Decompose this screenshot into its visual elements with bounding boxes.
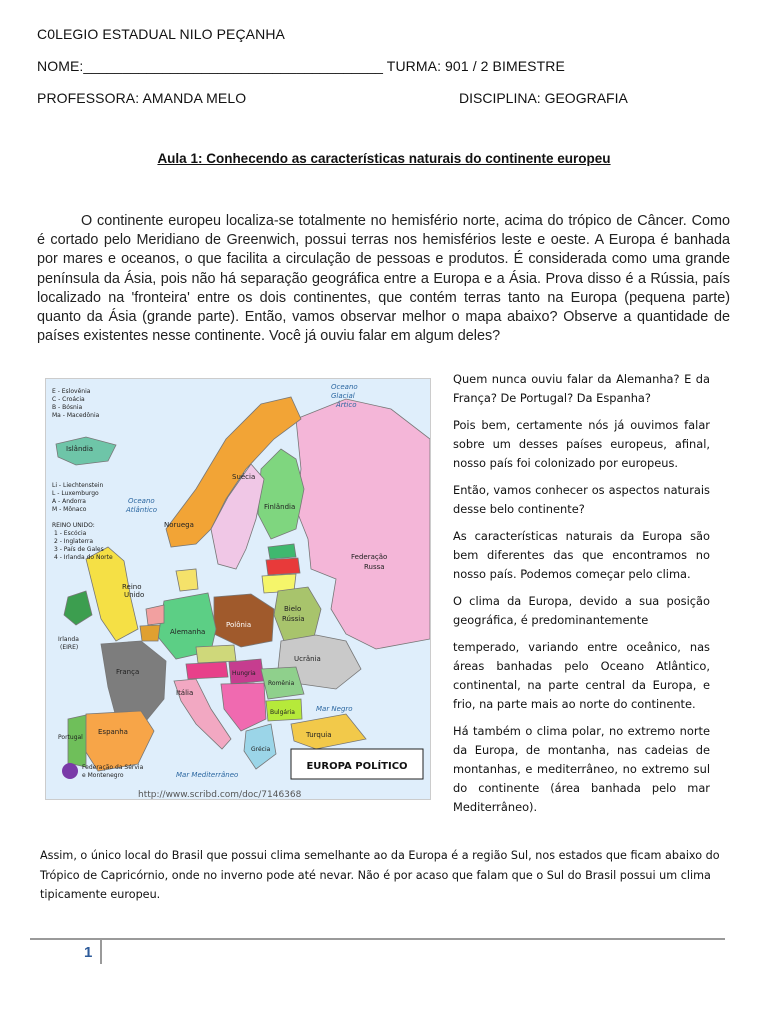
map-label-arctic: Oceano [331, 383, 358, 391]
europe-political-map [45, 378, 431, 800]
page-number-bar [100, 940, 102, 964]
svg-text:C - Croácia: C - Croácia [52, 396, 85, 403]
side-text-column [453, 370, 710, 825]
teacher-name: PROFESSORA: AMANDA MELO [37, 90, 247, 106]
map-label-poland: Polônia [226, 621, 252, 629]
svg-text:Rússia: Rússia [282, 615, 305, 623]
map-label-iceland: Islândia [66, 445, 94, 453]
svg-text:M - Mônaco: M - Mônaco [52, 506, 87, 513]
map-region-belgium [140, 625, 160, 641]
svg-text:L - Luxemburgo: L - Luxemburgo [52, 490, 99, 497]
svg-text:Glacial: Glacial [331, 392, 355, 400]
intro-text: O continente europeu localiza-se totalmente no hemisfério norte, acima do trópico de Câncer. Como é cortado pelo Meridiano de Greenwich, possui terras nos hemisférios leste e oeste. A Europa é banhada por mares e oceanos, o que facilita a circulação de pessoas e produtos. É considerada como uma grande península da Ásia, pois não há separação geográfica entre a Europa e a Ásia. Prova disso é a Rússia, país localizado na 'fronteira' entre os dois continentes, que contém terras tanto na Europa (pequena parte) quanto da Ásia (grande parte). Então, vamos observar melhor o mapa abaixo? Observe a quantidade de países existentes nesse continente. Você já ouviu falar em algum deles? [37, 213, 730, 345]
map-label-belarus: Bielo [284, 605, 302, 613]
map-label-ukraine: Ucrânia [294, 655, 321, 663]
map-region-denmark [176, 569, 198, 591]
bottom-paragraph: Assim, o único local do Brasil que possui clima semelhante ao da Europa é a região Sul, nos estados que ficam abaixo do Trópico de Capricórnio, onde no inverno pode até nevar. Não é por acaso que falam que o Sul do Brasil possui um clima tipicamente europeu. [40, 849, 720, 901]
map-region-netherlands [146, 605, 164, 625]
map-label-finland: Finlândia [264, 503, 296, 511]
map-label-portugal: Portugal [58, 734, 83, 741]
svg-text:1 - Escócia: 1 - Escócia [54, 530, 87, 537]
svg-text:Ma - Macedônia: Ma - Macedônia [52, 412, 100, 419]
svg-text:Unido: Unido [124, 591, 145, 599]
side-paragraph: Há também o clima polar, no extremo norte da Europa, de montanha, nas cadeias de montanhas, e mediterrâneo, no extremo sul do continente (área banhada pelo mar Mediterrâneo). [453, 724, 710, 814]
map-label-atlantic: Oceano [128, 497, 155, 505]
map-label-hungary: Hungria [232, 670, 256, 677]
svg-text:Atlântico: Atlântico [126, 506, 158, 514]
map-label-norway: Noruega [164, 521, 194, 529]
side-paragraph: Então, vamos conhecer os aspectos naturais desse belo continente? [453, 483, 710, 516]
legend-slovenia: E - Eslovênia [52, 388, 91, 395]
map-label-russia: Federação [351, 553, 388, 561]
map-region-czech [196, 645, 236, 663]
map-label-black-sea: Mar Negro [316, 705, 353, 713]
svg-text:(EIRE): (EIRE) [60, 644, 79, 651]
map-label-italy: Itália [176, 689, 194, 697]
side-paragraph: As características naturais da Europa são bem diferentes das que encontramos no nosso país. Podemos começar pelo clima. [453, 529, 710, 581]
svg-text:A - Andorra: A - Andorra [52, 498, 86, 505]
svg-text:3 - País de Gales: 3 - País de Gales [54, 546, 104, 553]
student-name-line: NOME:______________________________________ TURMA: 901 / 2 BIMESTRE [37, 58, 565, 74]
legend-uk: REINO UNIDO: [52, 522, 95, 529]
svg-text:Russa: Russa [364, 563, 385, 571]
side-paragraph: temperado, variando entre oceânico, nas áreas banhadas pelo Oceano Atlântico, continental, na parte central da Europa, e frio, na parte mais ao norte do continente. [453, 640, 710, 711]
svg-text:2 - Inglaterra: 2 - Inglaterra [54, 538, 94, 545]
map-region-latvia [266, 558, 300, 575]
school-name: C0LEGIO ESTADUAL NILO PEÇANHA [37, 26, 285, 42]
map-region-portugal [68, 715, 86, 767]
map-label-spain: Espanha [98, 728, 128, 736]
footer-divider [30, 938, 725, 940]
serbia-legend-dot [62, 763, 78, 779]
svg-text:e Montenegro: e Montenegro [82, 772, 124, 779]
map-label-turkey: Turquia [306, 731, 332, 739]
map-label-france: França [116, 668, 140, 676]
lesson-title: Aula 1: Conhecendo as características naturais do continente europeu [157, 151, 611, 166]
map-title: EUROPA POLÍTICO [306, 761, 408, 772]
map-label-romania: Romênia [268, 680, 295, 687]
map-label-bulgaria: Bulgária [270, 709, 295, 716]
side-paragraph: Quem nunca ouviu falar da Alemanha? E da França? De Portugal? Da Espanha? [453, 372, 710, 405]
map-region-estonia [268, 544, 296, 559]
svg-text:Ártico: Ártico [336, 401, 357, 409]
svg-text:B - Bósnia: B - Bósnia [52, 404, 83, 411]
legend-serbia: Federação da Sérvia [82, 764, 144, 771]
side-paragraph: Pois bem, certamente nós já ouvimos falar sobre um desses países europeus, afinal, nosso país foi colonizado por europeus. [453, 418, 710, 470]
legend-liechtenstein: Li - Liechtenstein [52, 482, 104, 489]
svg-text:4 - Irlanda do Norte: 4 - Irlanda do Norte [54, 554, 113, 561]
map-region-austria [186, 662, 228, 679]
map-label-sweden: Suécia [232, 473, 256, 481]
map-label-germany: Alemanha [170, 628, 206, 636]
map-label-ireland: Irlanda [58, 636, 79, 643]
page-number: 1 [84, 944, 93, 961]
intro-paragraph [37, 212, 730, 346]
map-source: http://www.scribd.com/doc/7146368 [138, 790, 302, 799]
map-label-greece: Grécia [251, 746, 271, 753]
side-paragraph: O clima da Europa, devido a sua posição geográfica, é predominantemente [453, 594, 710, 627]
discipline: DISCIPLINA: GEOGRAFIA [459, 90, 628, 106]
map-label-mediterranean: Mar Mediterrâneo [176, 771, 239, 779]
map-label-uk: Reino [122, 583, 142, 591]
